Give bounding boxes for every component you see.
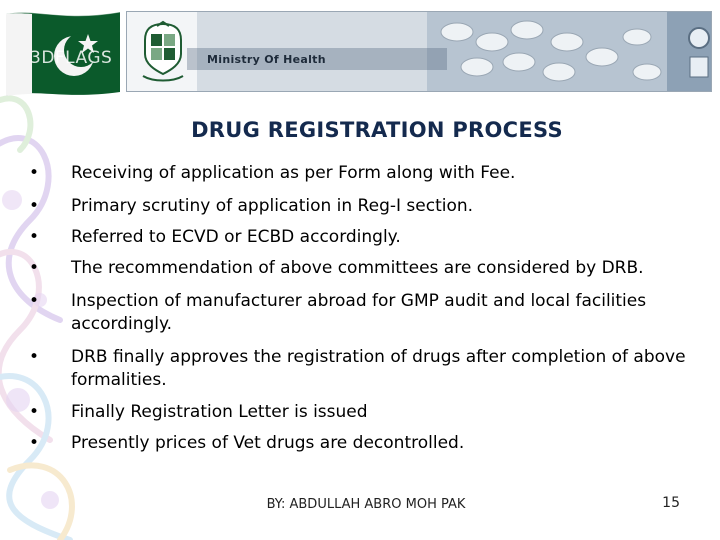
bullet-dot-icon: • bbox=[29, 347, 40, 367]
bullet-text: Finally Registration Letter is issued bbox=[71, 402, 368, 422]
bullet-item bbox=[22, 290, 694, 336]
bullet-text: Primary scrutiny of application in Reg-I section. bbox=[71, 196, 474, 216]
bullet-item bbox=[22, 401, 694, 424]
bullet-list bbox=[22, 162, 694, 455]
bullet-item bbox=[22, 346, 694, 392]
bullet-item bbox=[22, 195, 694, 218]
bullet-text: DRB finally approves the registration of drugs after completion of above formalities. bbox=[71, 347, 686, 390]
banner-artwork bbox=[127, 12, 711, 91]
bullet-item bbox=[22, 432, 694, 455]
bullet-dot-icon: • bbox=[29, 196, 40, 216]
ministry-banner bbox=[126, 11, 712, 92]
bullet-dot-icon: • bbox=[29, 433, 40, 453]
bullet-dot-icon: • bbox=[29, 402, 40, 422]
bullet-text: Receiving of application as per Form along with Fee. bbox=[71, 163, 516, 183]
bullet-text: Referred to ECVD or ECBD accordingly. bbox=[71, 227, 401, 247]
bullet-text: The recommendation of above committees are considered by DRB. bbox=[71, 258, 644, 278]
bullet-dot-icon: • bbox=[29, 227, 40, 247]
slide-title: DRUG REGISTRATION PROCESS bbox=[191, 118, 563, 142]
bullet-dot-icon: • bbox=[29, 163, 40, 183]
bullet-text: Inspection of manufacturer abroad for GMP audit and local facilities accordingly. bbox=[71, 291, 647, 334]
pakistan-flag bbox=[4, 8, 122, 100]
bullet-item bbox=[22, 162, 694, 185]
bullet-item bbox=[22, 226, 694, 249]
watermark-text: 3DFLAGS bbox=[30, 48, 113, 68]
bullet-item bbox=[22, 257, 694, 280]
bullet-text: Presently prices of Vet drugs are decontrolled. bbox=[71, 433, 465, 453]
footer-author: BY: ABDULLAH ABRO MOH PAK bbox=[266, 497, 466, 512]
bullet-dot-icon: • bbox=[29, 258, 40, 278]
banner-title: Ministry Of Health bbox=[207, 53, 326, 66]
page-number: 15 bbox=[662, 495, 680, 511]
bullet-dot-icon: • bbox=[29, 291, 40, 311]
